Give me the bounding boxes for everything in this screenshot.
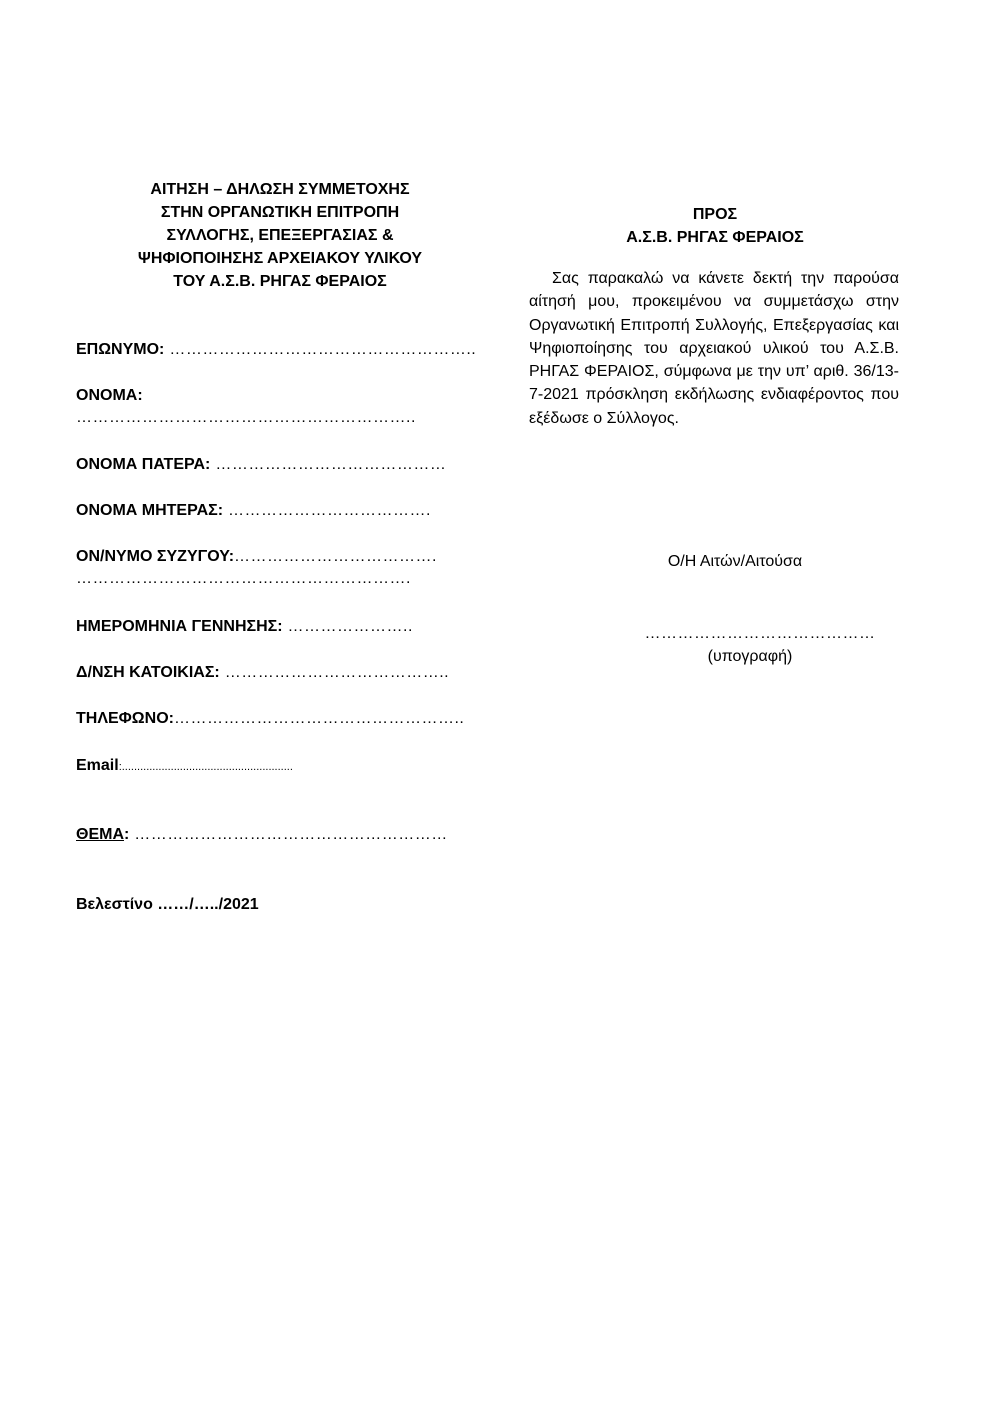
- birth-date-label: ΗΜΕΡΟΜΗΝΙΑ ΓΕΝΝΗΣΗΣ:: [76, 618, 283, 635]
- request-body-text: Σας παρακαλώ να κάνετε δεκτή την παρούσα αίτησή μου, προκειμένου να συμμετάσχω στην Οργανωτική Επιτροπή Συλλογής, Επεξεργασίας και Ψηφιοποίησης του αρχειακού υλικού του Α.Σ.Β. ΡΗΓΑΣ ΦΕΡΑΙΟΣ, σύμφωνα με την υπ’ αριθ. 36/13-7-2021 πρόσκληση εκδήλωσης ενδιαφέροντος που εξέδωσε ο Σύλλογος.: [529, 270, 899, 427]
- recipient-name: Α.Σ.Β. ΡΗΓΑΣ ΦΕΡΑΙΟΣ: [626, 229, 804, 246]
- phone-field[interactable]: [76, 708, 464, 730]
- spouse-name-field[interactable]: [76, 546, 437, 590]
- form-title: [110, 178, 450, 293]
- mother-name-dots: ……………………………….: [223, 502, 431, 519]
- mother-name-field[interactable]: [76, 500, 431, 522]
- email-label: Email: [76, 757, 119, 774]
- phone-dots: ……………………………………………..: [173, 710, 465, 727]
- subject-dots: …………………………………………………: [129, 826, 448, 843]
- surname-label: ΕΠΩΝΥΜΟ:: [76, 341, 165, 358]
- subject-label: ΘΕΜΑ: [76, 826, 124, 843]
- subject-field[interactable]: [76, 824, 448, 846]
- mother-name-label: ΟΝΟΜΑ ΜΗΤΕΡΑΣ:: [76, 502, 224, 519]
- name-field[interactable]: [76, 385, 416, 429]
- form-title-line-5: ΤΟΥ Α.Σ.Β. ΡΗΓΑΣ ΦΕΡΑΙΟΣ: [173, 273, 387, 290]
- father-name-label: ΟΝΟΜΑ ΠΑΤΕΡΑ:: [76, 456, 211, 473]
- phone-label: ΤΗΛΕΦΩΝΟ:: [76, 710, 174, 727]
- name-dots: ……………………………………………………..: [76, 409, 416, 426]
- father-name-dots: ……………………………………: [210, 456, 447, 473]
- spouse-name-label: ΟΝ/ΝΥΜΟ ΣΥΖΥΓΟΥ:: [76, 548, 235, 565]
- form-title-line-2: ΣΤΗΝ ΟΡΓΑΝΩΤΙΚΗ ΕΠΙΤΡΟΠΗ: [160, 204, 400, 221]
- recipient-block: [560, 203, 870, 249]
- address-field[interactable]: [76, 662, 449, 684]
- spouse-name-dots: ……………………………….: [234, 548, 437, 565]
- signature-caption: (υπογραφή): [707, 648, 793, 665]
- surname-field[interactable]: [76, 339, 476, 361]
- father-name-field[interactable]: [76, 454, 446, 476]
- spouse-name-dots-cont: …………………………………………………….: [76, 570, 411, 587]
- form-title-line-3: ΣΥΛΛΟΓΗΣ, ΕΠΕΞΕΡΓΑΣΙΑΣ &: [166, 227, 394, 244]
- signature-line[interactable]: ……………………………………: [644, 625, 876, 642]
- surname-dots: ………………………………………………..: [164, 341, 477, 358]
- email-dots: :........................................................: [118, 761, 293, 773]
- birth-date-field[interactable]: [76, 616, 413, 638]
- recipient-to: ΠΡΟΣ: [692, 206, 738, 223]
- subject-separator: :: [124, 826, 130, 843]
- email-field[interactable]: [76, 755, 293, 778]
- address-dots: …………………………………..: [219, 664, 450, 681]
- applicant-label: Ο/Η Αιτών/Αιτούσα: [667, 553, 803, 570]
- birth-date-dots: …………………..: [282, 618, 413, 635]
- form-title-line-4: ΨΗΦΙΟΠΟΙΗΣΗΣ ΑΡΧΕΙΑΚΟΥ ΥΛΙΚΟΥ: [137, 250, 423, 267]
- form-title-line-1: ΑΙΤΗΣΗ – ΔΗΛΩΣΗ ΣΥΜΜΕΤΟΧΗΣ: [150, 181, 410, 198]
- date-line[interactable]: Βελεστίνο ……/…../2021: [76, 896, 259, 913]
- name-label: ΟΝΟΜΑ:: [76, 387, 143, 404]
- address-label: Δ/ΝΣΗ ΚΑΤΟΙΚΙΑΣ:: [76, 664, 220, 681]
